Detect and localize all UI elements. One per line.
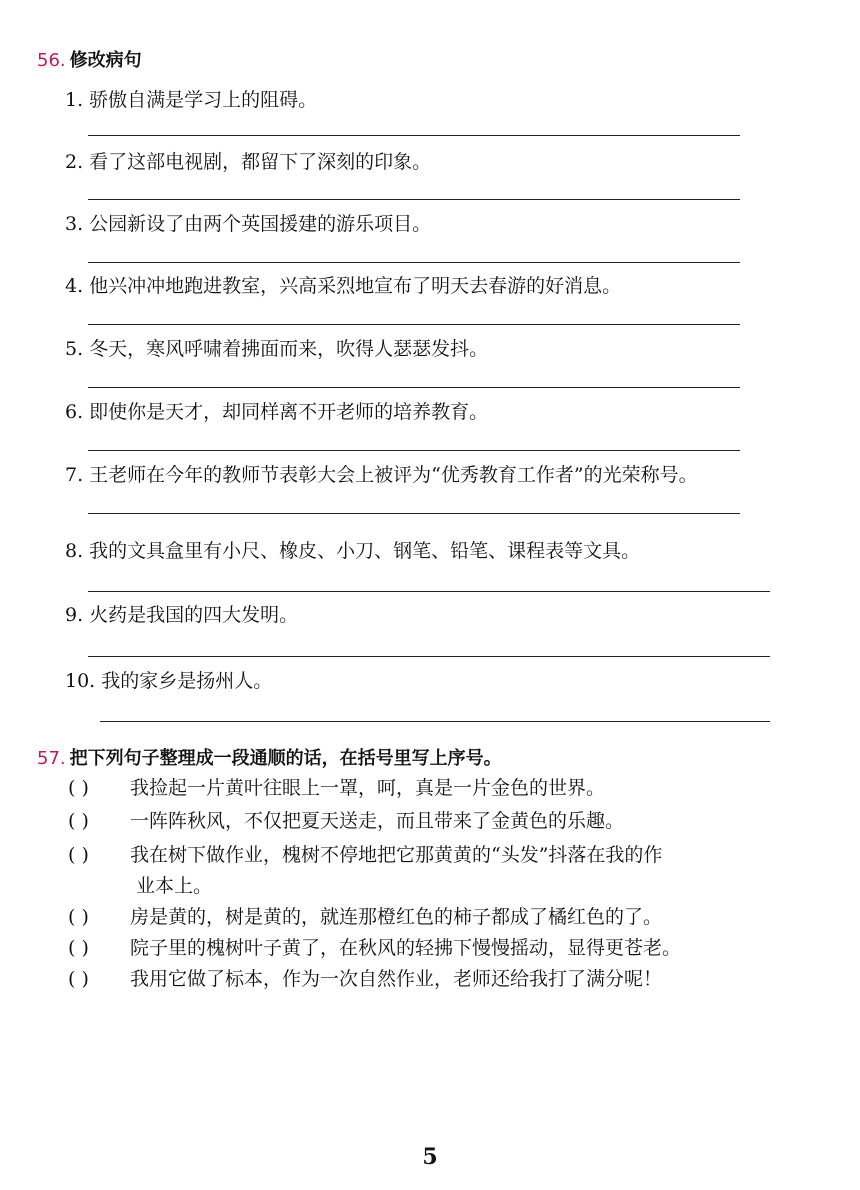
item-number: 10. [65,670,96,692]
sentence-item-3 [65,209,431,236]
sentence-item-1 [65,85,317,112]
row-text: 我用它做了标本，作为一次自然作业，老师还给我打了满分呢！ [130,968,663,990]
sentence-item-10 [65,666,272,693]
answer-line-3[interactable] [88,262,740,263]
item-text: 冬天，寒风呼啸着拂面而来，吹得人瑟瑟发抖。 [89,338,489,360]
sentence-item-8 [65,536,640,563]
ordering-row [68,964,662,991]
order-answer-blank[interactable]: ( ) [68,844,89,866]
row-text-continuation: 业本上。 [136,875,213,897]
order-answer-blank[interactable]: ( ) [68,810,89,832]
row-text: 一阵阵秋风，不仅把夏天送走，而且带来了金黄色的乐趣。 [130,810,625,832]
section-56-heading [37,46,142,72]
item-number: 7. [65,464,84,486]
item-text: 王老师在今年的教师节表彰大会上被评为“优秀教育工作者”的光荣称号。 [89,464,698,486]
item-number: 1. [65,89,84,111]
item-number: 2. [65,151,84,173]
row-text: 院子里的槐树叶子黄了，在秋风的轻拂下慢慢摇动，显得更苍老。 [130,937,682,959]
order-answer-blank[interactable]: ( ) [68,777,89,799]
section-57-title: 把下列句子整理成一段通顺的话，在括号里写上序号。 [69,748,502,769]
item-text: 我的文具盒里有小尺、橡皮、小刀、钢笔、铅笔、课程表等文具。 [89,540,641,562]
answer-line-5[interactable] [88,387,740,388]
ordering-row [68,840,662,867]
ordering-row [68,933,681,960]
answer-line-10[interactable] [100,721,770,722]
answer-line-8[interactable] [88,591,770,592]
item-text: 看了这部电视剧，都留下了深刻的印象。 [89,151,432,173]
item-number: 5. [65,338,84,360]
section-57-heading [37,744,502,770]
section-57-number: 57. [37,748,66,769]
sentence-item-6 [65,397,488,424]
item-text: 他兴冲冲地跑进教室，兴高采烈地宣布了明天去春游的好消息。 [89,275,622,297]
ordering-row [68,902,662,929]
item-text: 骄傲自满是学习上的阻碍。 [89,89,318,111]
sentence-item-7 [65,460,698,487]
item-text: 即使你是天才，却同样离不开老师的培养教育。 [89,401,489,423]
order-answer-blank[interactable]: ( ) [68,937,89,959]
order-answer-blank[interactable]: ( ) [68,968,89,990]
sentence-item-4 [65,271,621,298]
sentence-item-2 [65,147,431,174]
section-56-number: 56. [37,50,66,71]
item-number: 8. [65,540,84,562]
item-number: 6. [65,401,84,423]
answer-line-2[interactable] [88,199,740,200]
item-number: 9. [65,604,84,626]
ordering-row [68,773,605,800]
row-text: 我捡起一片黄叶往眼上一罩，呵，真是一片金色的世界。 [130,777,606,799]
order-answer-blank[interactable]: ( ) [68,906,89,928]
sentence-item-9 [65,600,298,627]
ordering-row [68,806,624,833]
page-number: 5 [422,1144,438,1170]
answer-line-7[interactable] [88,513,740,514]
item-text: 火药是我国的四大发明。 [89,604,299,626]
answer-line-4[interactable] [88,324,740,325]
item-number: 3. [65,213,84,235]
item-number: 4. [65,275,84,297]
answer-line-9[interactable] [88,656,770,657]
item-text: 我的家乡是扬州人。 [101,670,273,692]
sentence-item-5 [65,334,488,361]
answer-line-1[interactable] [88,135,740,136]
row-text: 我在树下做作业，槐树不停地把它那黄黄的“头发”抖落在我的作 [130,844,663,866]
section-56-title: 修改病句 [69,50,142,71]
item-text: 公园新设了由两个英国援建的游乐项目。 [89,213,432,235]
row-text: 房是黄的，树是黄的，就连那橙红色的柿子都成了橘红色的了。 [130,906,663,928]
answer-line-6[interactable] [88,450,740,451]
